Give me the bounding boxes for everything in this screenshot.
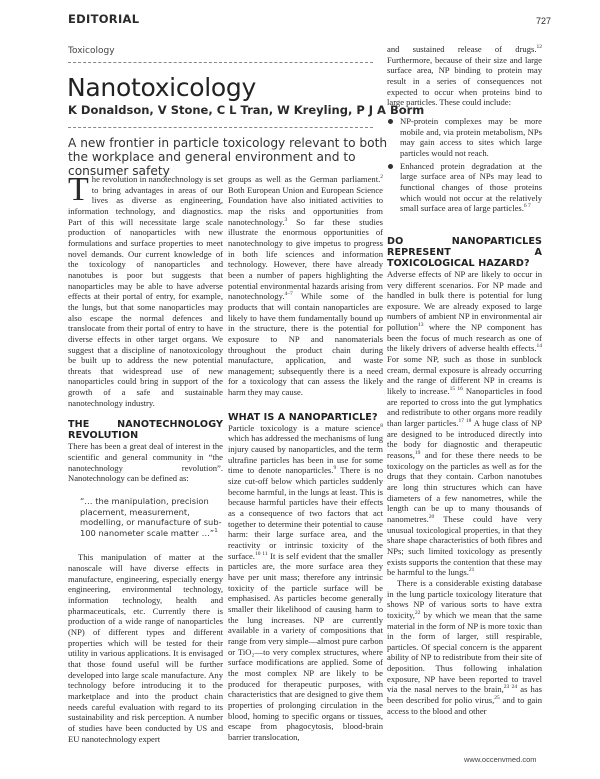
reference-superscript: 15 16 (449, 386, 463, 393)
author-list: K Donaldson, V Stone, C L Tran, W Kreyling, P J A Borm (68, 103, 425, 117)
list-item: NP-protein complexes may be more mobile and, via protein metabolism, NPs may gain access to sites which large particles would not reach. (387, 116, 542, 159)
reference-superscript: 4–7 (284, 291, 293, 298)
list-item: Enhanced protein degradation at the large surface area of NPs may lead to functional changes of those proteins which would not occur at the relatively small surface area of large particles.$^{6 7}$ (387, 161, 542, 214)
journal-url[interactable]: www.occenvmed.com (464, 755, 537, 764)
body-paragraph: groups as well as the German parliament.$^2$ Both European Union and European Science Foundation have also initiated activities to map the risks and opportunities from nanotechnology.$^3$ So far these studies illustrate the enormous opportunities of nanotechnology to give impetus to progress in both life sciences and information technology. However, there have already been a number of papers highlighting the potential environmental hazards arising from nanotechnology.$^{4-7}$ While some of the products that will contain nanoparticles are likely to have them fundamentally bound up in the structure, there is the potential for exposure to NP and nanomaterials throughout the product chain during manufacture, application, and waste management; subsequently there is a need for a toxicology that can assess the likely harm they may cause. (228, 174, 383, 398)
reference-superscript: 22 (414, 609, 421, 616)
intro-text: he revolution in nanotechnology is set to bring advantages in areas of our lives as diverse as engineering, information technology, and diagnostics. Part of this will necessitate large scale production of nanoparticles with new formulations and surface properties to meet novel demands. Our current knowledge of the toxicology of nanoparticles and nanotubes is poor but suggests that nanoparticles may be able to have adverse effects at their portal of entry, for example, the lungs, but that some nanoparticles may also escape the normal defences and translocate from their portal of entry to have diverse effects in other target organs. We suggest that a discipline of nanotoxicology be built up to address the new potential threats that widespread use of new nanoparticles could bring in support of the growth of a safe and sustainable nanotechnology industry. (68, 174, 223, 408)
reference-superscript: 10 11 (254, 550, 268, 557)
body-paragraph: and sustained release of drugs.$^{12}$ Furthermore, because of their size and large surface area, NP binding to protein may result in a series of consequences not expected to occur when proteins bind to large particles. These could include: (387, 44, 542, 108)
article-title: Nanotoxicology (67, 73, 256, 102)
reference-superscript: 6 7 (523, 203, 531, 210)
bullet-list (387, 116, 542, 214)
reference-superscript: 3 (284, 216, 288, 223)
divider (68, 127, 373, 128)
reference-superscript: 8 (380, 422, 383, 429)
body-paragraph: There is a considerable existing database in the lung particle toxicology literature that shows NP of various sorts to have extra toxicity,$^{22}$ by which we mean that the same material in the form of NP is more toxic than in the form of larger, still respirable, particles. Of special concern is the apparent ability of NP to redistribute from their site of deposition. Thus following inhalation exposure, NP have been reported to travel via the nasal nerves to the brain,$^{23 24}$ as has been described for polio virus,$^{25}$ and to gain access to the blood and other (387, 577, 543, 716)
reference-superscript: 20 (428, 513, 435, 520)
section-heading: DO NANOPARTICLES REPRESENT A TOXICOLOGICAL HAZARD? (387, 235, 542, 269)
reference-superscript: 17 18 (458, 418, 472, 425)
body-paragraph: Particle toxicology is a mature science$^8$ which has addressed the mechanisms of lung injury caused by nanoparticles, and the term ultrafine particles has been in use for some time to denote nanoparticles.$^9$ There is no size cut-off below which particles suddenly become harmful, in the lungs at least. This is because harmful particles have their effects as a consequence of two factors that act together to determine their potential to cause harm: their large surface area, and the reactivity or intrinsic toxicity of the surface.$^{10 11}$ It is self evident that the smaller particles are, the more surface area they have per unit mass; therefore any intrinsic toxicity of the particle surface will be emphasised. As particles become generally smaller their likelihood of causing harm to the lung increases. NP are currently available in a variety of compositions that range from very simple—almost pure carbon or TiO₂—to very complex structures, where surface modifications are applied. Some of the most complex NP are likely to be produced for therapeutic purposes, with characteristics that are designed to give them properties of prolonging circulation in the blood, homing to specific organs or tissues, escape from phagocytosis, blood-brain barrier translocation, (228, 422, 384, 742)
reference-superscript: 9 (333, 465, 337, 472)
article-subtitle: A new frontier in particle toxicology relevant to both the workplace and general environment and to consumer safety (68, 136, 388, 178)
drop-cap: T (68, 171, 89, 208)
column-2 (228, 174, 383, 742)
reference-superscript: 1 (214, 527, 218, 534)
reference-superscript: 14 (536, 343, 542, 350)
article-type-label: EDITORIAL (68, 12, 140, 26)
body-paragraph: Adverse effects of NP are likely to occur in very different scenarios. For NP made and handled in bulk there is potential for lung exposure. We are already exposed to large numbers of ambient NP in environmental air pollution$^{13}$ where the NP component has been the focus of much research as one of the likely drivers of adverse health effects.$^{14}$ For some NP, such as those in sunblock cream, dermal exposure is already occurring and the range of different NP in creams is likely to increase.$^{15 16}$ Nanoparticles in food are reported to cross into the gut lymphatics and redistribute to other organs more readily than larger particles.$^{17 18}$ A huge class of NP are designed to be introduced directly into the body for diagnostic and therapeutic reasons,$^{19}$ and for these there needs to be toxicology on the particles as well as for the drugs that they contain. Carbon nanotubes are long thin structures which can have diameters of a few nanometres, while the length can be up to many thousands of nanometres.$^{20}$ These could have very unusual toxicological properties, in that they share shape characteristics of both fibres and NPs; such limited toxicology as presently exists supports the contention that these may be harmful to the lungs.$^{21}$ (387, 268, 543, 578)
column-1 (68, 171, 223, 744)
reference-superscript: 21 (468, 567, 475, 574)
section-heading: THE NANOTECHNOLOGY REVOLUTION (68, 419, 223, 442)
intro-paragraph (68, 171, 223, 408)
divider (68, 62, 373, 63)
reference-superscript: 19 (414, 450, 421, 456)
section-label: Toxicology (68, 46, 115, 56)
body-paragraph: There has been a great deal of interest in the scientific and general community in “the nanotechnology revolution”. Nanotechnology can be defined as: (68, 441, 223, 484)
reference-superscript: 12 (536, 44, 542, 50)
column-3 (387, 44, 542, 716)
section-heading: WHAT IS A NANOPARTICLE? (228, 411, 378, 423)
reference-superscript: 2 (380, 174, 383, 180)
definition-quote: “… the manipulation, precision placement, measurement, modelling, or manufacture of sub-100 nanometer scale matter …”$^1$ (80, 496, 222, 538)
reference-superscript: 13 (418, 322, 424, 329)
reference-superscript: 23 24 (503, 684, 518, 691)
body-paragraph: This manipulation of matter at the nanoscale will have diverse effects in manufacture, engineering, especially energy engineering, environmental technology, information technology, health and pharmaceuticals, etc. Currently there is production of a wide range of nanoparticles (NP) of different types and different properties which will be tested for their utility in various applications. It is envisaged that those found useful will be further developed into large scale manufacture. Any technology before introducing it to the marketplace and into the product chain needs careful evaluation with regard to its sustainability and risk perception. A number of studies have been conducted by US and EU nanotechnology expert (68, 552, 223, 744)
page-number: 727 (536, 16, 552, 26)
reference-superscript: 25 (494, 695, 500, 702)
